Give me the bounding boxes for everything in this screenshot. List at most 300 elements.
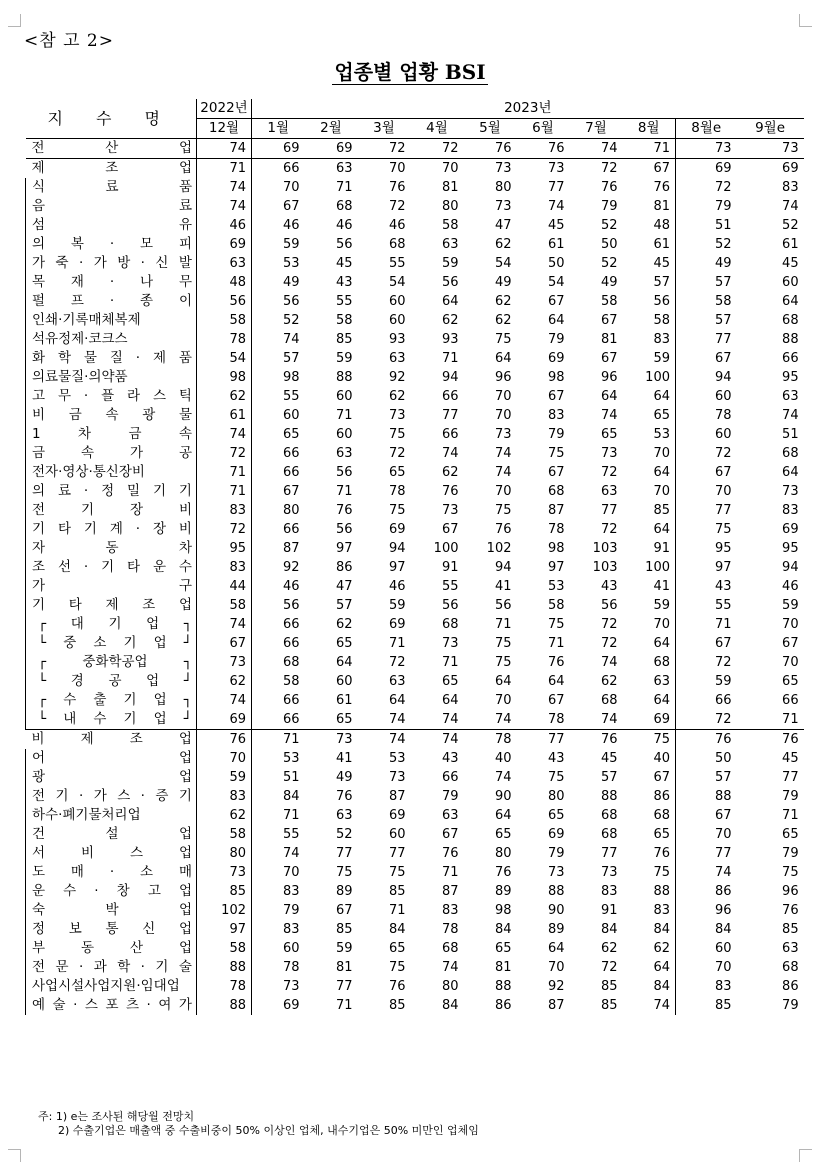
index-name xyxy=(26,216,197,235)
index-name-part: 매 xyxy=(178,864,192,880)
value-cell: 70 xyxy=(714,960,732,975)
value-cell: 63 xyxy=(335,808,353,823)
index-name-part: 료 xyxy=(57,483,71,499)
value-cell: 78 xyxy=(547,522,565,537)
month-header: 2월 xyxy=(305,119,358,139)
index-name-part: 료 xyxy=(178,198,192,214)
value-cell: 62 xyxy=(197,387,252,406)
index-name-part: 섬 xyxy=(32,217,46,233)
value-cell: 72 xyxy=(411,139,464,159)
value-cell: 95 xyxy=(714,541,732,556)
value-cell: 77 xyxy=(388,846,406,861)
value-cell: 60 xyxy=(388,313,406,328)
value-cell: 72 xyxy=(388,655,406,670)
value-cell: 67 xyxy=(600,313,618,328)
value-cell: 58 xyxy=(714,294,732,309)
value-cell: 74 xyxy=(197,615,252,634)
value-cell: 71 xyxy=(623,139,676,159)
table-row xyxy=(26,882,804,901)
value-cell: 88 xyxy=(494,979,512,994)
value-cell: 70 xyxy=(547,960,565,975)
index-name-part: 화 xyxy=(32,350,46,366)
index-name xyxy=(26,977,197,996)
value-cell: 97 xyxy=(335,541,353,556)
index-name-part: 라 xyxy=(127,388,141,404)
table-row xyxy=(26,520,804,539)
index-name-part: 물 xyxy=(83,350,97,366)
value-cell: 69 xyxy=(547,827,565,842)
footnote-2: 2) 수출기업은 매출액 중 수출비중이 50% 이상인 업체, 내수기업은 50% 미만인 업체임 xyxy=(58,1124,479,1137)
value-cell: 88 xyxy=(600,789,618,804)
index-name-part: 료 xyxy=(105,179,119,195)
index-name-part: 업 xyxy=(178,750,192,766)
value-cell: 59 xyxy=(782,598,799,613)
index-name-part: 고 xyxy=(147,883,161,899)
value-cell: 57 xyxy=(714,770,732,785)
value-cell: 80 xyxy=(494,846,512,861)
value-cell: 71 xyxy=(197,463,252,482)
table-row xyxy=(26,292,804,311)
value-cell: 68 xyxy=(388,237,406,252)
index-name-part: 신 xyxy=(142,921,156,937)
page-corner-mark xyxy=(799,1149,812,1162)
index-name-part: 비 xyxy=(178,521,192,537)
footnotes xyxy=(38,1110,479,1138)
value-cell: 75 xyxy=(335,865,353,880)
value-cell: 58 xyxy=(197,596,252,615)
table-row xyxy=(26,311,804,330)
index-name-part: 조 xyxy=(32,559,46,575)
value-cell: 67 xyxy=(714,351,732,366)
value-cell: 73 xyxy=(388,408,406,423)
index-name xyxy=(26,787,197,806)
index-name-text xyxy=(32,425,192,444)
table-row xyxy=(26,958,804,977)
index-name xyxy=(26,882,197,901)
index-name-part: ┘ xyxy=(183,673,192,689)
index-name xyxy=(26,387,197,406)
index-name-part: · xyxy=(83,483,89,499)
value-cell: 98 xyxy=(547,370,565,385)
value-cell: 70 xyxy=(411,159,464,179)
value-cell: 63 xyxy=(441,237,459,252)
value-cell: 71 xyxy=(547,636,565,651)
value-cell: 59 xyxy=(441,256,459,271)
table-row xyxy=(26,425,804,444)
index-name xyxy=(26,139,197,159)
index-name-part: 죽 xyxy=(55,255,69,271)
index-name xyxy=(26,425,197,444)
index-name-part: 업 xyxy=(178,940,192,956)
month-header: 8월e xyxy=(676,119,737,139)
index-name-part: · xyxy=(83,559,89,575)
index-name-part: 스 xyxy=(117,788,131,804)
index-name-text xyxy=(32,178,192,197)
index-name-text xyxy=(32,844,192,863)
value-cell: 49 xyxy=(494,275,512,290)
index-name-part: 기 xyxy=(178,788,192,804)
value-cell: 56 xyxy=(494,598,512,613)
value-cell: 72 xyxy=(714,712,732,727)
index-name xyxy=(26,901,197,920)
value-cell: 98 xyxy=(282,370,300,385)
table-row xyxy=(26,749,804,768)
value-cell: 65 xyxy=(600,427,618,442)
value-cell: 64 xyxy=(782,294,799,309)
value-cell: 65 xyxy=(623,406,676,425)
value-cell: 56 xyxy=(197,292,252,311)
index-name-text xyxy=(32,501,192,520)
page-corner-mark xyxy=(8,1149,21,1162)
value-cell: 65 xyxy=(547,808,565,823)
value-cell: 70 xyxy=(197,749,252,768)
index-name-part: 종 xyxy=(140,293,154,309)
value-cell: 58 xyxy=(441,218,459,233)
index-name-part: 통 xyxy=(105,921,119,937)
value-cell: 88 xyxy=(197,996,252,1015)
value-cell: 52 xyxy=(600,256,618,271)
index-name xyxy=(26,520,197,539)
value-cell: 81 xyxy=(623,197,676,216)
value-cell: 77 xyxy=(335,979,353,994)
index-name-part: └ xyxy=(38,635,47,651)
index-name-header: 지 수 명 xyxy=(26,99,197,139)
table-row xyxy=(26,977,804,996)
value-cell: 45 xyxy=(623,254,676,273)
value-cell: 78 xyxy=(547,712,565,727)
table-row xyxy=(26,501,804,520)
table-row xyxy=(26,159,804,179)
value-cell: 76 xyxy=(600,180,618,195)
value-cell: 95 xyxy=(782,541,799,556)
index-name-part: 전 xyxy=(32,502,46,518)
index-name-part: ┐ xyxy=(183,692,192,708)
value-cell: 76 xyxy=(782,903,799,918)
value-cell: 94 xyxy=(388,541,406,556)
value-cell: 66 xyxy=(282,636,300,651)
value-cell: 83 xyxy=(197,501,252,520)
index-name-part: · xyxy=(140,788,145,804)
table-row xyxy=(26,444,804,463)
value-cell: 73 xyxy=(737,139,804,159)
value-cell: 55 xyxy=(714,598,732,613)
table-row xyxy=(26,463,804,482)
value-cell: 102 xyxy=(197,901,252,920)
footnote-1: 주: 1) e는 조사된 해당월 전망치 xyxy=(38,1110,195,1123)
value-cell: 78 xyxy=(714,408,732,423)
index-name-part: 물 xyxy=(178,407,192,423)
value-cell: 92 xyxy=(282,560,300,575)
index-name-part: 플 xyxy=(101,388,115,404)
value-cell: 83 xyxy=(782,503,799,518)
value-cell: 88 xyxy=(335,370,353,385)
month-header: 9월e xyxy=(737,119,804,139)
index-name-part: 품 xyxy=(178,179,192,195)
value-cell: 64 xyxy=(494,351,512,366)
index-name-part: 소 xyxy=(93,635,107,651)
table-body xyxy=(26,139,804,1016)
page-corner-mark xyxy=(799,14,812,27)
index-name-text xyxy=(38,672,192,691)
index-name-part: 가 xyxy=(129,445,144,461)
value-cell: 53 xyxy=(282,751,300,766)
value-cell: 100 xyxy=(623,368,676,387)
table-row xyxy=(26,939,804,958)
index-name-part: · xyxy=(109,293,115,309)
index-name-part: · xyxy=(135,350,141,366)
value-cell: 73 xyxy=(305,730,358,750)
value-cell: 63 xyxy=(335,446,353,461)
table-row xyxy=(26,653,804,672)
index-name-part: 타 xyxy=(57,521,71,537)
value-cell: 64 xyxy=(547,313,565,328)
index-name xyxy=(26,844,197,863)
value-cell: 51 xyxy=(714,218,732,233)
index-name xyxy=(26,691,197,710)
value-cell: 61 xyxy=(197,406,252,425)
index-name-part: 대 xyxy=(70,616,84,632)
value-cell: 56 xyxy=(335,237,353,252)
value-cell: 79 xyxy=(782,998,799,1013)
index-name-text xyxy=(32,216,192,235)
value-cell: 49 xyxy=(282,275,300,290)
index-name-part: 부 xyxy=(32,940,46,956)
index-name-part: · xyxy=(78,255,84,271)
index-name-part: · xyxy=(140,255,145,271)
value-cell: 67 xyxy=(600,351,618,366)
value-cell: 62 xyxy=(494,294,512,309)
value-cell: 72 xyxy=(600,636,618,651)
index-name-part: 금 xyxy=(32,445,46,461)
value-cell: 56 xyxy=(282,294,300,309)
value-cell: 64 xyxy=(600,389,618,404)
index-name-text: 사업시설사업지원·임대업 xyxy=(32,978,180,994)
index-name-part: 경 xyxy=(70,673,84,689)
index-name-part: 음 xyxy=(32,198,46,214)
value-cell: 77 xyxy=(600,846,618,861)
value-cell: 73 xyxy=(464,159,517,179)
index-name xyxy=(26,863,197,882)
index-name-text: 인쇄·기록매체복제 xyxy=(32,312,141,328)
value-cell: 62 xyxy=(441,465,459,480)
index-name-text xyxy=(38,710,192,729)
index-name-part: 업 xyxy=(146,673,160,689)
value-cell: 60 xyxy=(388,827,406,842)
value-cell: 49 xyxy=(335,770,353,785)
value-cell: 89 xyxy=(547,922,565,937)
value-cell: 97 xyxy=(388,560,406,575)
value-cell: 64 xyxy=(623,387,676,406)
index-name-part: 품 xyxy=(178,350,192,366)
value-cell: 56 xyxy=(441,275,459,290)
value-cell: 66 xyxy=(714,693,732,708)
index-name-text xyxy=(32,197,192,216)
value-cell: 62 xyxy=(335,617,353,632)
value-cell: 65 xyxy=(335,636,353,651)
value-cell: 65 xyxy=(335,712,353,727)
value-cell: 76 xyxy=(388,180,406,195)
value-cell: 68 xyxy=(600,827,618,842)
value-cell: 46 xyxy=(388,218,406,233)
value-cell: 83 xyxy=(600,884,618,899)
value-cell: 96 xyxy=(494,370,512,385)
value-cell: 59 xyxy=(335,351,353,366)
index-name-part: · xyxy=(83,388,89,404)
value-cell: 79 xyxy=(282,903,300,918)
index-name-part: 프 xyxy=(70,293,84,309)
value-cell: 80 xyxy=(282,503,300,518)
index-name-part: 구 xyxy=(178,578,192,594)
index-name-part: · xyxy=(78,788,84,804)
index-name-part: 신 xyxy=(155,255,169,271)
value-cell: 68 xyxy=(547,484,565,499)
value-cell: 73 xyxy=(388,770,406,785)
value-cell: 76 xyxy=(441,846,459,861)
index-name xyxy=(26,996,197,1015)
value-cell: 75 xyxy=(388,960,406,975)
value-cell: 102 xyxy=(486,541,512,556)
value-cell: 43 xyxy=(441,751,459,766)
value-cell: 83 xyxy=(782,180,799,195)
value-cell: 74 xyxy=(600,712,618,727)
index-name-part: 기 xyxy=(155,959,169,975)
index-name-part: 도 xyxy=(32,864,46,880)
index-name-text xyxy=(32,882,192,901)
value-cell: 69 xyxy=(282,998,300,1013)
index-name-part: 업 xyxy=(178,597,192,613)
index-name xyxy=(26,292,197,311)
value-cell: 66 xyxy=(282,712,300,727)
index-name-part: ┐ xyxy=(183,616,192,632)
value-cell: 85 xyxy=(335,332,353,347)
value-cell: 64 xyxy=(547,674,565,689)
table-row xyxy=(26,596,804,615)
value-cell: 55 xyxy=(282,389,300,404)
index-name xyxy=(26,311,197,330)
index-name-part: 업 xyxy=(153,711,167,727)
index-name-part: 전 xyxy=(31,140,45,156)
index-name-part: · xyxy=(78,959,84,975)
index-name-part: 여 xyxy=(158,997,172,1013)
index-name-part: 기 xyxy=(55,788,69,804)
value-cell: 65 xyxy=(494,827,512,842)
index-name-part: 수 xyxy=(63,692,77,708)
value-cell: 97 xyxy=(547,560,565,575)
value-cell: 66 xyxy=(282,465,300,480)
value-cell: 67 xyxy=(441,827,459,842)
value-cell: 40 xyxy=(494,751,512,766)
value-cell: 68 xyxy=(623,806,676,825)
value-cell: 80 xyxy=(547,789,565,804)
value-cell: 59 xyxy=(335,941,353,956)
value-cell: 43 xyxy=(335,275,353,290)
table-row xyxy=(26,901,804,920)
table-row xyxy=(26,787,804,806)
index-name-part: 서 xyxy=(32,845,46,861)
index-name-part: 업 xyxy=(178,845,192,861)
value-cell: 58 xyxy=(197,825,252,844)
value-cell: 76 xyxy=(197,730,252,750)
value-cell: 84 xyxy=(623,977,676,996)
value-cell: 46 xyxy=(282,579,300,594)
value-cell: 60 xyxy=(335,427,353,442)
value-cell: 45 xyxy=(335,256,353,271)
value-cell: 52 xyxy=(782,218,799,233)
value-cell: 68 xyxy=(782,960,799,975)
value-cell: 40 xyxy=(623,749,676,768)
value-cell: 69 xyxy=(388,617,406,632)
value-cell: 103 xyxy=(592,560,618,575)
index-name-text xyxy=(32,349,192,368)
value-cell: 66 xyxy=(441,389,459,404)
index-name-part: 금 xyxy=(68,407,82,423)
value-cell: 47 xyxy=(494,218,512,233)
value-cell: 63 xyxy=(441,808,459,823)
value-cell: 92 xyxy=(547,979,565,994)
value-cell: 59 xyxy=(197,768,252,787)
value-cell: 65 xyxy=(782,827,799,842)
value-cell: 74 xyxy=(282,332,300,347)
value-cell: 76 xyxy=(676,730,737,750)
value-cell: 70 xyxy=(494,484,512,499)
value-cell: 71 xyxy=(197,482,252,501)
value-cell: 70 xyxy=(282,180,300,195)
value-cell: 67 xyxy=(282,199,300,214)
table-row xyxy=(26,235,804,254)
index-name-text xyxy=(32,920,192,939)
value-cell: 60 xyxy=(282,941,300,956)
index-name-part: 예 xyxy=(32,997,46,1013)
value-cell: 70 xyxy=(494,408,512,423)
value-cell: 71 xyxy=(335,180,353,195)
index-name-part: 비 xyxy=(32,407,46,423)
table-row xyxy=(26,330,804,349)
value-cell: 58 xyxy=(623,311,676,330)
value-cell: 58 xyxy=(335,313,353,328)
value-cell: 59 xyxy=(623,349,676,368)
index-name-part: 선 xyxy=(57,559,71,575)
value-cell: 67 xyxy=(547,465,565,480)
value-cell: 72 xyxy=(600,617,618,632)
value-cell: 77 xyxy=(547,180,565,195)
year-2023-header: 2023년 xyxy=(252,99,804,119)
index-name-part: 조 xyxy=(129,731,143,747)
value-cell: 97 xyxy=(197,920,252,939)
value-cell: 74 xyxy=(494,465,512,480)
value-cell: 52 xyxy=(335,827,353,842)
value-cell: 62 xyxy=(623,939,676,958)
value-cell: 55 xyxy=(335,294,353,309)
table-row xyxy=(26,730,804,750)
value-cell: 76 xyxy=(547,655,565,670)
index-name-part: └ xyxy=(38,673,47,689)
index-name-part: 설 xyxy=(105,826,119,842)
index-name-text: 의료물질·의약품 xyxy=(32,369,128,385)
value-cell: 67 xyxy=(335,903,353,918)
value-cell: 74 xyxy=(197,197,252,216)
index-name-part: 계 xyxy=(109,521,123,537)
index-name-part: 기 xyxy=(152,483,166,499)
index-name-part: 출 xyxy=(93,692,107,708)
value-cell: 87 xyxy=(547,998,565,1013)
index-name-part: 업 xyxy=(153,635,167,651)
value-cell: 87 xyxy=(547,503,565,518)
value-cell: 60 xyxy=(282,408,300,423)
value-cell: 72 xyxy=(358,139,411,159)
value-cell: 64 xyxy=(547,941,565,956)
index-name-part: 가 xyxy=(32,578,46,594)
value-cell: 90 xyxy=(547,903,565,918)
